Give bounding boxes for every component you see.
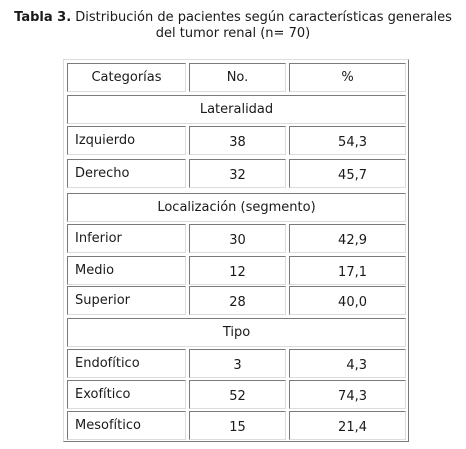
row-number bbox=[189, 256, 286, 285]
row-number-text: 28 bbox=[229, 295, 246, 310]
row-category-text: Derecho bbox=[75, 166, 130, 181]
row-category bbox=[67, 380, 186, 409]
row-number bbox=[189, 349, 286, 378]
row-percent bbox=[289, 126, 406, 155]
group-title bbox=[67, 193, 406, 222]
row-percent bbox=[289, 286, 406, 315]
row-number bbox=[189, 224, 286, 253]
caption-label: Tabla 3. bbox=[14, 10, 72, 25]
caption-title: Distribución de pacientes según características generales bbox=[71, 10, 452, 25]
row-percent bbox=[289, 411, 406, 440]
group-title bbox=[67, 318, 406, 347]
row-percent-text: 17,1 bbox=[338, 265, 367, 280]
group-title-text: Lateralidad bbox=[199, 102, 274, 117]
row-number bbox=[189, 126, 286, 155]
row-category bbox=[67, 349, 186, 378]
group-title bbox=[67, 95, 406, 124]
table-caption bbox=[0, 10, 466, 42]
row-number-text: 38 bbox=[229, 135, 246, 150]
row-category bbox=[67, 126, 186, 155]
row-percent-text: 54,3 bbox=[338, 135, 367, 150]
row-category bbox=[67, 411, 186, 440]
row-category-text: Izquierdo bbox=[75, 133, 136, 148]
row-category-text: Inferior bbox=[75, 231, 122, 246]
row-percent-text: 42,9 bbox=[338, 233, 367, 248]
row-percent-text: 45,7 bbox=[338, 168, 367, 183]
row-percent-text: 40,0 bbox=[338, 295, 367, 310]
row-category bbox=[67, 224, 186, 253]
row-category-text: Superior bbox=[75, 293, 130, 308]
row-number-text: 15 bbox=[229, 420, 246, 435]
row-percent bbox=[289, 380, 406, 409]
row-percent bbox=[289, 349, 406, 378]
row-percent-text: 74,3 bbox=[338, 389, 367, 404]
header-percent-text: % bbox=[341, 70, 354, 85]
row-number-text: 32 bbox=[229, 168, 246, 183]
row-category bbox=[67, 159, 186, 188]
row-category-text: Endofítico bbox=[75, 356, 140, 371]
row-percent bbox=[289, 159, 406, 188]
row-category-text: Medio bbox=[75, 263, 115, 278]
row-number-text: 52 bbox=[229, 389, 246, 404]
group-title-text: Tipo bbox=[222, 325, 251, 340]
header-category-text: Categorías bbox=[91, 70, 162, 85]
row-number bbox=[189, 159, 286, 188]
row-number-text: 12 bbox=[229, 265, 246, 280]
row-number-text: 3 bbox=[233, 358, 242, 373]
caption-line-1 bbox=[0, 10, 466, 26]
header-number-text: No. bbox=[226, 70, 249, 85]
row-category-text: Mesofítico bbox=[75, 418, 141, 433]
row-category bbox=[67, 286, 186, 315]
row-category-text: Exofítico bbox=[75, 387, 131, 402]
header-percent bbox=[289, 63, 406, 92]
header-number bbox=[189, 63, 286, 92]
row-number bbox=[189, 380, 286, 409]
row-percent-text: 4,3 bbox=[346, 358, 367, 373]
header-category bbox=[67, 63, 186, 92]
row-number bbox=[189, 411, 286, 440]
row-category bbox=[67, 256, 186, 285]
group-title-text: Localización (segmento) bbox=[157, 200, 316, 215]
caption-line-2: del tumor renal (n= 70) bbox=[155, 26, 311, 41]
row-number bbox=[189, 286, 286, 315]
row-percent bbox=[289, 256, 406, 285]
row-percent-text: 21,4 bbox=[338, 420, 367, 435]
row-percent bbox=[289, 224, 406, 253]
row-number-text: 30 bbox=[229, 233, 246, 248]
